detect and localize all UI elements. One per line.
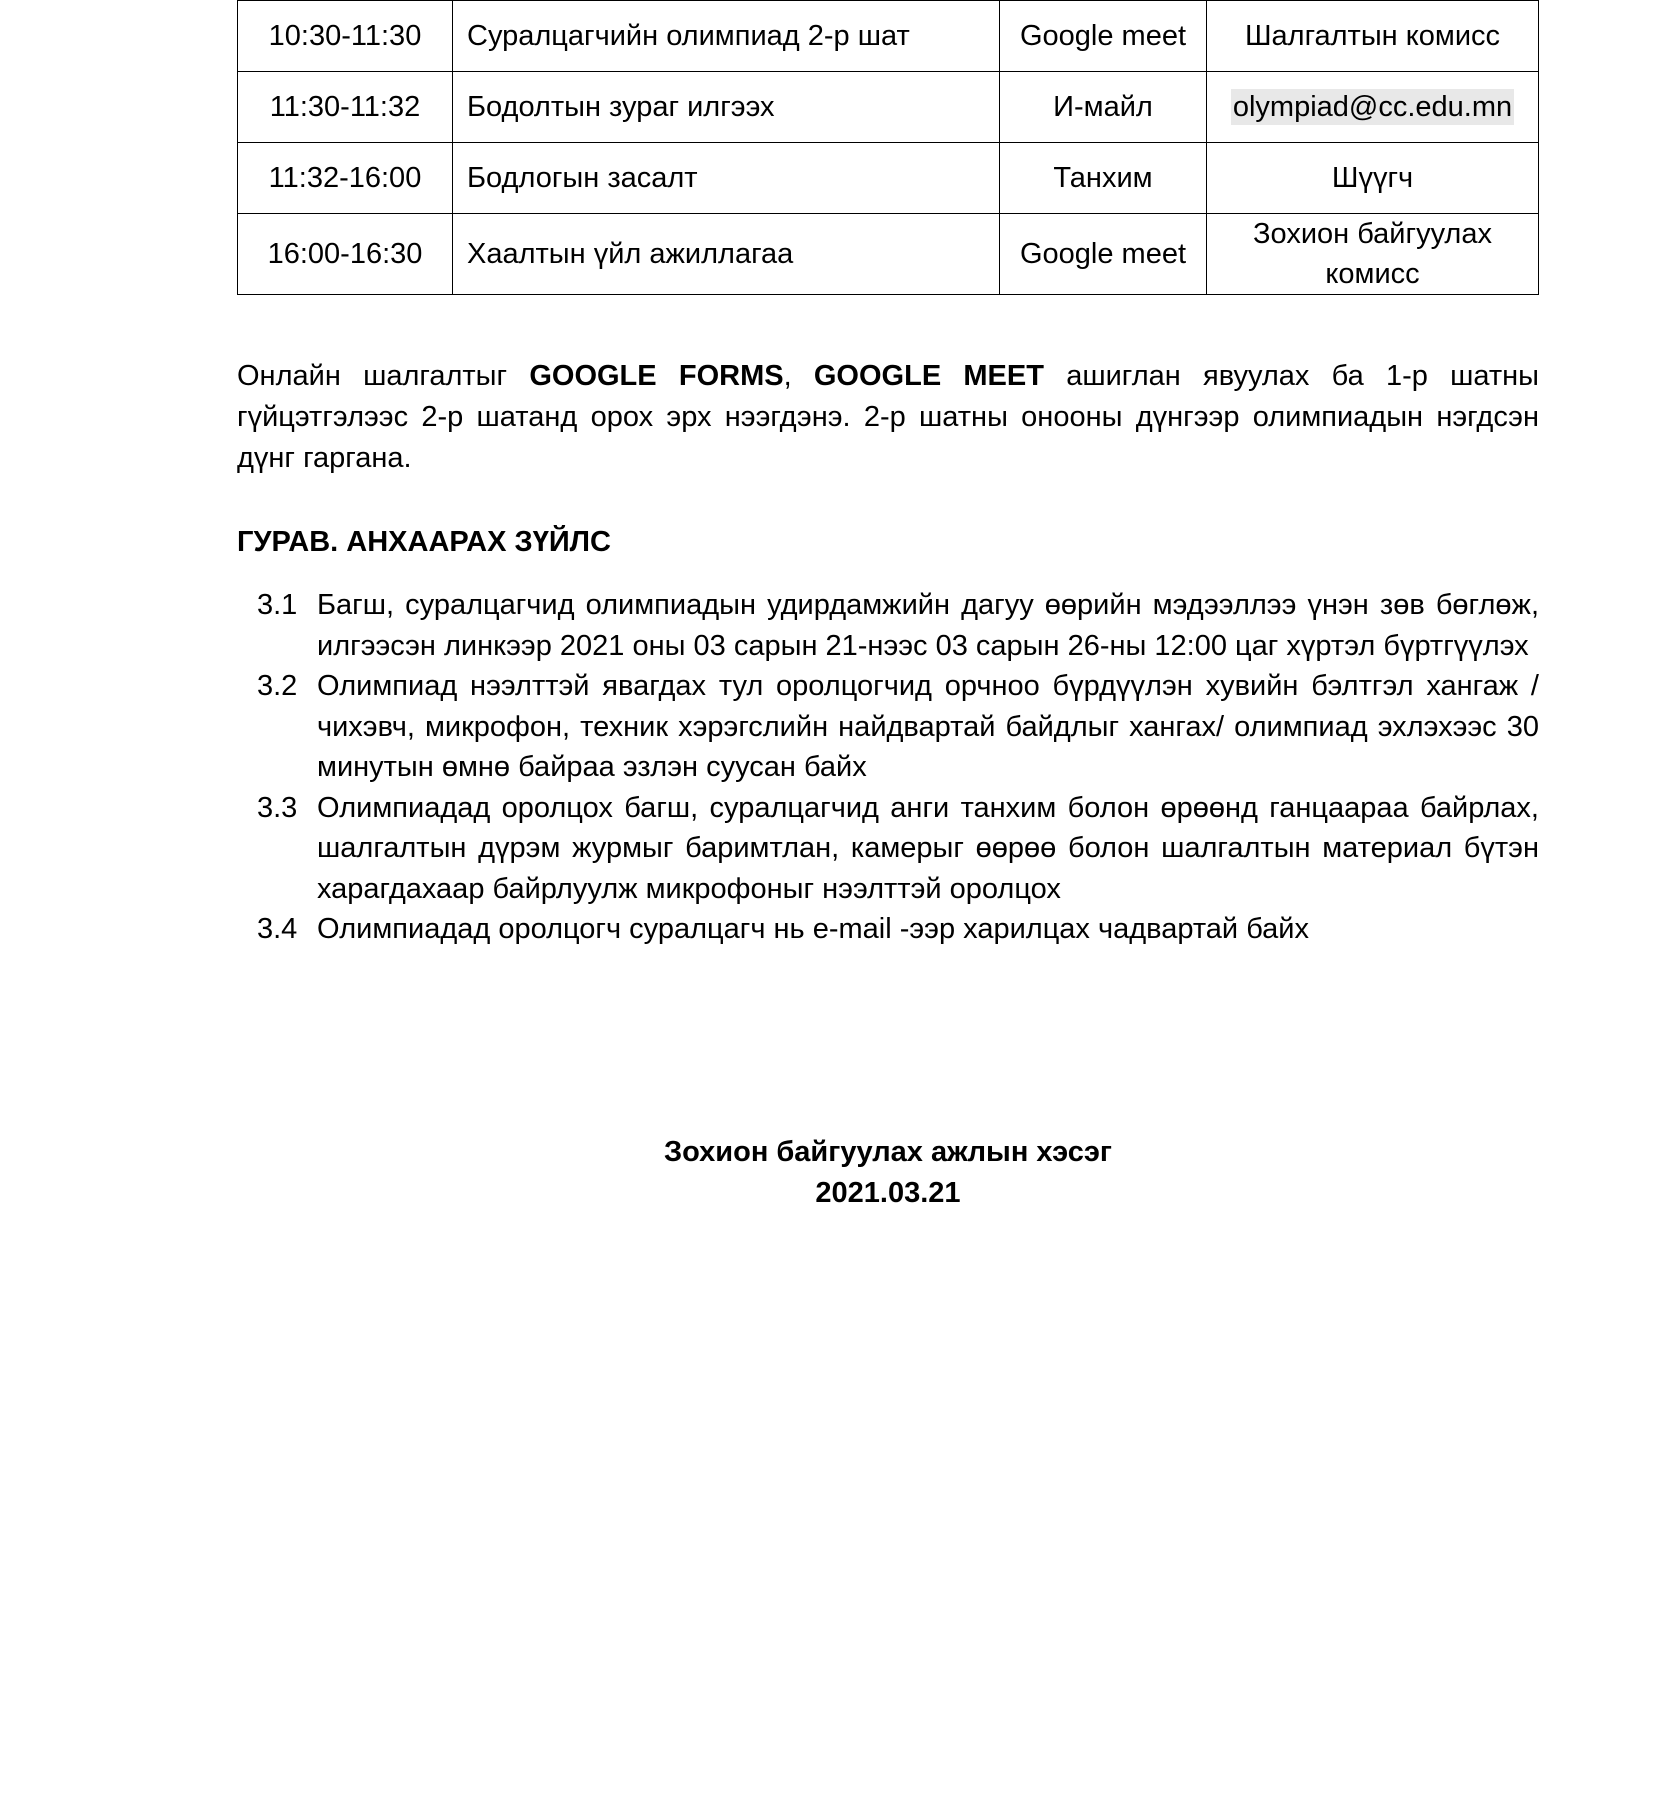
list-item-number: 3.3	[257, 791, 298, 824]
intro-paragraph	[237, 356, 1539, 479]
responsible-cell: Шүүгч	[1207, 143, 1539, 214]
time-cell: 11:32-16:00	[238, 143, 453, 214]
list-item	[257, 909, 1539, 950]
time-cell: 16:00-16:30	[238, 214, 453, 295]
paragraph-bold-text: GOOGLE MEET	[813, 360, 1044, 392]
paragraph-text: ашиглан явуулах ба 1-р шатны гүйцэтгэлээс 2-р шатанд орох эрх нээгдэнэ. 2-р шатны онооны дүнгээр олимпиадын нэгдсэн дүнг гаргана.	[237, 360, 1539, 474]
list-item-text: Олимпиад нээлттэй явагдах тул оролцогчид орчноо бүрдүүлэн хувийн бэлтгэл хангаж /чихэвч, микрофон, техник хэрэгслийн найдвартай байдлыг хангах/ олимпиад эхлэхээс 30 минутын өмнө байраа эзлэн суусан байх	[317, 670, 1539, 783]
list-item	[257, 585, 1539, 666]
activity-cell: Бодолтын зураг илгээх	[453, 72, 1000, 143]
mode-cell: Google meet	[1000, 214, 1207, 295]
list-item-text: Олимпиадад оролцогч суралцагч нь e-mail -ээр харилцах чадвартай байх	[317, 913, 1309, 945]
paragraph-text: ,	[783, 360, 814, 392]
table-row	[238, 1, 1539, 72]
table-row	[238, 72, 1539, 143]
signature-line: Зохион байгуулах ажлын хэсэг	[663, 1136, 1112, 1168]
email-link[interactable]: olympiad@cc.edu.mn	[1232, 91, 1513, 123]
section-title: ГУРАВ. АНХААРАХ ЗҮЙЛС	[237, 526, 611, 558]
signature-date: 2021.03.21	[815, 1177, 961, 1209]
list-item-text: Олимпиадад оролцох багш, суралцагчид анги танхим болон өрөөнд ганцаараа байрлах, шалгалтын дүрэм журмыг баримтлан, камерыг өөрөө болон шалгалтын материал бүтэн харагдахаар байрлуулж микрофоныг нээлттэй оролцох	[317, 791, 1539, 905]
paragraph-text: Онлайн шалгалтыг	[237, 360, 530, 392]
signature-block	[237, 1132, 1539, 1214]
mode-cell: Google meet	[1000, 1, 1207, 72]
table-row	[238, 214, 1539, 295]
list-item-number: 3.4	[257, 913, 298, 945]
time-cell: 11:30-11:32	[238, 72, 453, 143]
mode-cell: И-майл	[1000, 72, 1207, 143]
paragraph-bold-text: GOOGLE FORMS	[529, 360, 784, 392]
list-item	[257, 666, 1539, 788]
responsible-cell: Шалгалтын комисс	[1207, 1, 1539, 72]
list-item-text: Багш, суралцагчид олимпиадын удирдамжийн дагуу өөрийн мэдээллээ үнэн зөв бөглөж, илгээсэн линкээр 2021 оны 03 сарын 21-нээс 03 сарын 26-ны 12:00 цаг хүртэл бүртгүүлэх	[317, 589, 1539, 662]
list-item-number: 3.2	[257, 670, 298, 702]
notes-list	[257, 585, 1539, 950]
activity-cell: Суралцагчийн олимпиад 2-р шат	[453, 1, 1000, 72]
responsible-cell	[1207, 72, 1539, 143]
responsible-cell: Зохион байгуулах комисс	[1207, 214, 1539, 295]
activity-cell: Бодлогын засалт	[453, 143, 1000, 214]
activity-cell: Хаалтын үйл ажиллагаа	[453, 214, 1000, 295]
table-row	[238, 143, 1539, 214]
list-item-number: 3.1	[257, 589, 298, 621]
schedule-table	[237, 0, 1539, 295]
list-item	[257, 788, 1539, 910]
mode-cell: Танхим	[1000, 143, 1207, 214]
time-cell: 10:30-11:30	[238, 1, 453, 72]
